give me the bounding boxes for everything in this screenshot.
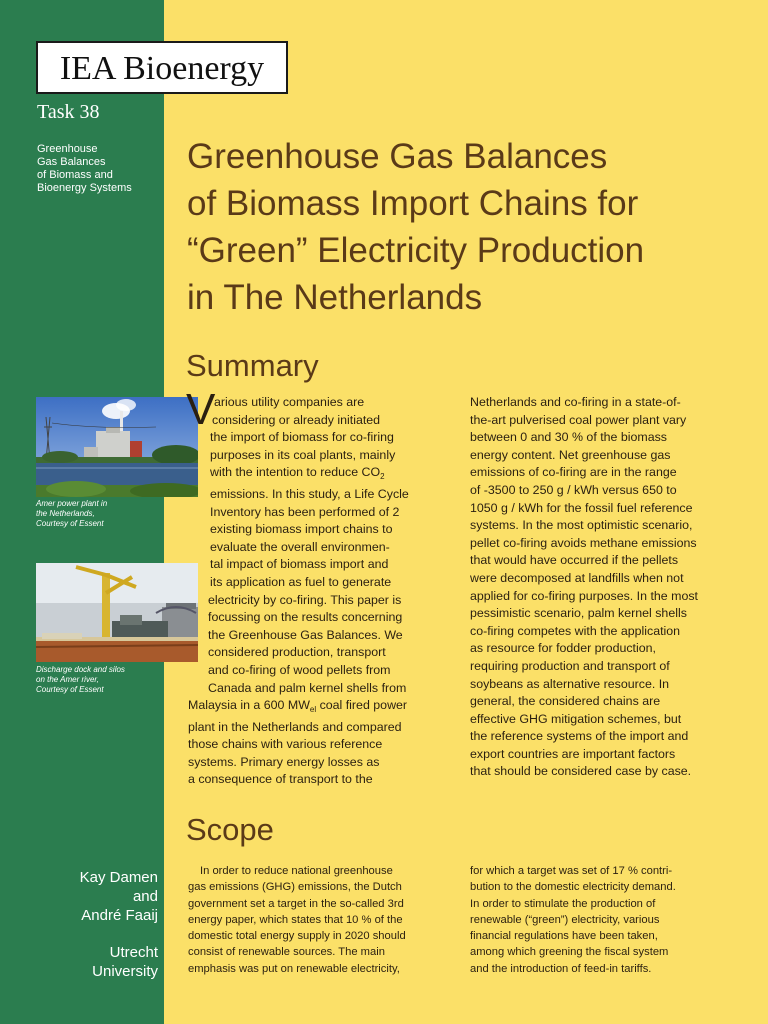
summary-line: emissions of co-firing are in the range (470, 465, 677, 480)
summary-line: evaluate the overall environmen- (210, 539, 390, 554)
authors-block (40, 868, 158, 981)
summary-line: co-firing competes with the application (470, 623, 681, 638)
summary-line: the import of biomass for co-firing (210, 430, 394, 445)
summary-line: that should be considered case by case. (470, 764, 692, 779)
summary-dropcap: V (186, 385, 216, 434)
scope-line: renewable (“green”) electricity, various (470, 913, 660, 926)
co2-subscript: 2 (380, 472, 385, 482)
summary-line: those chains with various reference (188, 737, 383, 752)
author-line: and (132, 888, 158, 905)
summary-line: Canada and palm kernel shells from (208, 680, 407, 695)
summary-line: its application as fuel to generate (210, 574, 392, 589)
summary-line: as resource for fodder production, (470, 641, 656, 656)
summary-line: soybeans as alternative resource. In (470, 676, 670, 691)
summary-line-text: Malaysia in a 600 MW (188, 698, 310, 713)
summary-line: considering or already initiated (212, 412, 381, 427)
discharge-dock-caption (36, 665, 164, 695)
summary-line: of -3500 to 250 g / kWh versus 650 to (470, 482, 677, 497)
logo-text: IEA Bioenergy (59, 50, 265, 87)
scope-heading: Scope (186, 812, 274, 847)
scope-line: domestic total energy supply in 2020 should (188, 930, 406, 943)
scope-line: among which greening the fiscal system (470, 946, 669, 959)
task-description (37, 143, 162, 195)
summary-line: focussing on the results concerning (208, 610, 403, 625)
task-description-line: of Biomass and (37, 169, 113, 181)
task-description-line: Greenhouse (37, 143, 98, 155)
caption-line: Amer power plant in (36, 499, 108, 508)
summary-line: 1050 g / kWh for the fossil fuel reference (470, 500, 693, 515)
mwel-subscript: el (309, 705, 317, 715)
caption-line: Courtesy of Essent (36, 685, 104, 694)
summary-line: Inventory has been performed of 2 (210, 504, 400, 519)
summary-line (188, 464, 438, 486)
summary-line: tal impact of biomass import and (210, 557, 389, 572)
iea-bioenergy-logo (36, 41, 288, 94)
summary-line: that would have occurred if the pellets (470, 553, 679, 568)
summary-line-text: coal fired power (316, 698, 408, 713)
author-line: André Faaij (81, 907, 158, 924)
task-description-line: Gas Balances (37, 156, 106, 168)
summary-line: electricity by co-firing. This paper is (208, 592, 402, 607)
scope-line: In order to stimulate the production of (470, 897, 656, 910)
scope-right-column (470, 863, 730, 977)
summary-line: systems. In the most optimistic scenario, (470, 518, 693, 533)
author-line: Kay Damen (79, 869, 158, 886)
title-line: of Biomass Import Chains for (187, 184, 639, 223)
summary-line: a consequence of transport to the (188, 772, 373, 787)
summary-line: energy content. Net greenhouse gas (470, 447, 671, 462)
summary-line: existing biomass import chains to (210, 522, 393, 537)
scope-line: consist of renewable sources. The main (188, 946, 385, 959)
caption-line: Courtesy of Essent (36, 519, 104, 528)
summary-heading: Summary (186, 348, 319, 383)
summary-line-text: with the intention to reduce CO (210, 465, 381, 480)
summary-line: pellet co-firing avoids methane emissions (470, 535, 697, 550)
summary-line: systems. Primary energy losses as (188, 754, 380, 769)
summary-line: plant in the Netherlands and compared (188, 719, 402, 734)
power-plant-caption (36, 499, 164, 529)
author-spacer (40, 925, 158, 943)
task-description-line: Bioenergy Systems (37, 182, 132, 194)
scope-line: and the introduction of feed-in tariffs. (470, 962, 652, 975)
summary-line: and co-firing of wood pellets from (208, 662, 391, 677)
summary-right-column (470, 394, 730, 781)
scope-line: for which a target was set of 17 % contri- (470, 865, 673, 877)
power-plant-photo (36, 397, 198, 497)
affiliation-line: Utrecht (109, 944, 158, 961)
summary-line: requiring production and transport of (470, 658, 670, 673)
scope-line: emphasis was put on renewable electricity, (188, 962, 400, 975)
summary-line: pessimistic scenario, palm kernel shells (470, 606, 687, 621)
summary-line: the Greenhouse Gas Balances. We (208, 627, 403, 642)
caption-line: the Netherlands, (36, 509, 95, 518)
scope-line: In order to reduce national greenhouse (200, 865, 393, 877)
caption-line: Discharge dock and silos (36, 665, 125, 674)
summary-line: between 0 and 30 % of the biomass (470, 430, 668, 445)
discharge-dock-photo (36, 563, 198, 662)
summary-line: applied for co-firing purposes. In the most (470, 588, 698, 603)
scope-line: energy paper, which states that 10 % of the (188, 913, 403, 926)
summary-line: export countries are important factors (470, 746, 676, 761)
summary-line (188, 697, 438, 719)
affiliation-line: University (92, 963, 158, 980)
task-label: Task 38 (37, 101, 100, 123)
summary-line: effective GHG mitigation schemes, but (470, 711, 682, 726)
summary-left-column (188, 394, 438, 789)
page-title (187, 133, 747, 321)
summary-line: general, the considered chains are (470, 694, 661, 709)
caption-line: on the Amer river, (36, 675, 99, 684)
scope-line: government set a target in the so-called 3rd (188, 897, 404, 910)
summary-line: considered production, transport (208, 645, 386, 660)
scope-line: bution to the domestic electricity demand. (470, 881, 676, 894)
summary-line: purposes in its coal plants, mainly (210, 447, 396, 462)
summary-line: the-art pulverised coal power plant vary (470, 412, 687, 427)
title-line: “Green” Electricity Production (187, 231, 645, 270)
scope-line: financial regulations have been taken, (470, 930, 658, 943)
scope-line: gas emissions (GHG) emissions, the Dutch (188, 881, 402, 894)
scope-left-column (188, 863, 448, 977)
summary-line: Netherlands and co-firing in a state-of- (470, 395, 681, 409)
title-line: in The Netherlands (187, 278, 483, 317)
title-line: Greenhouse Gas Balances (187, 137, 608, 176)
summary-line: were decomposed at landfills when not (470, 570, 684, 585)
summary-line: the reference systems of the import and (470, 729, 689, 744)
summary-line: emissions. In this study, a Life Cycle (210, 486, 409, 501)
summary-line: arious utility companies are (214, 395, 365, 409)
